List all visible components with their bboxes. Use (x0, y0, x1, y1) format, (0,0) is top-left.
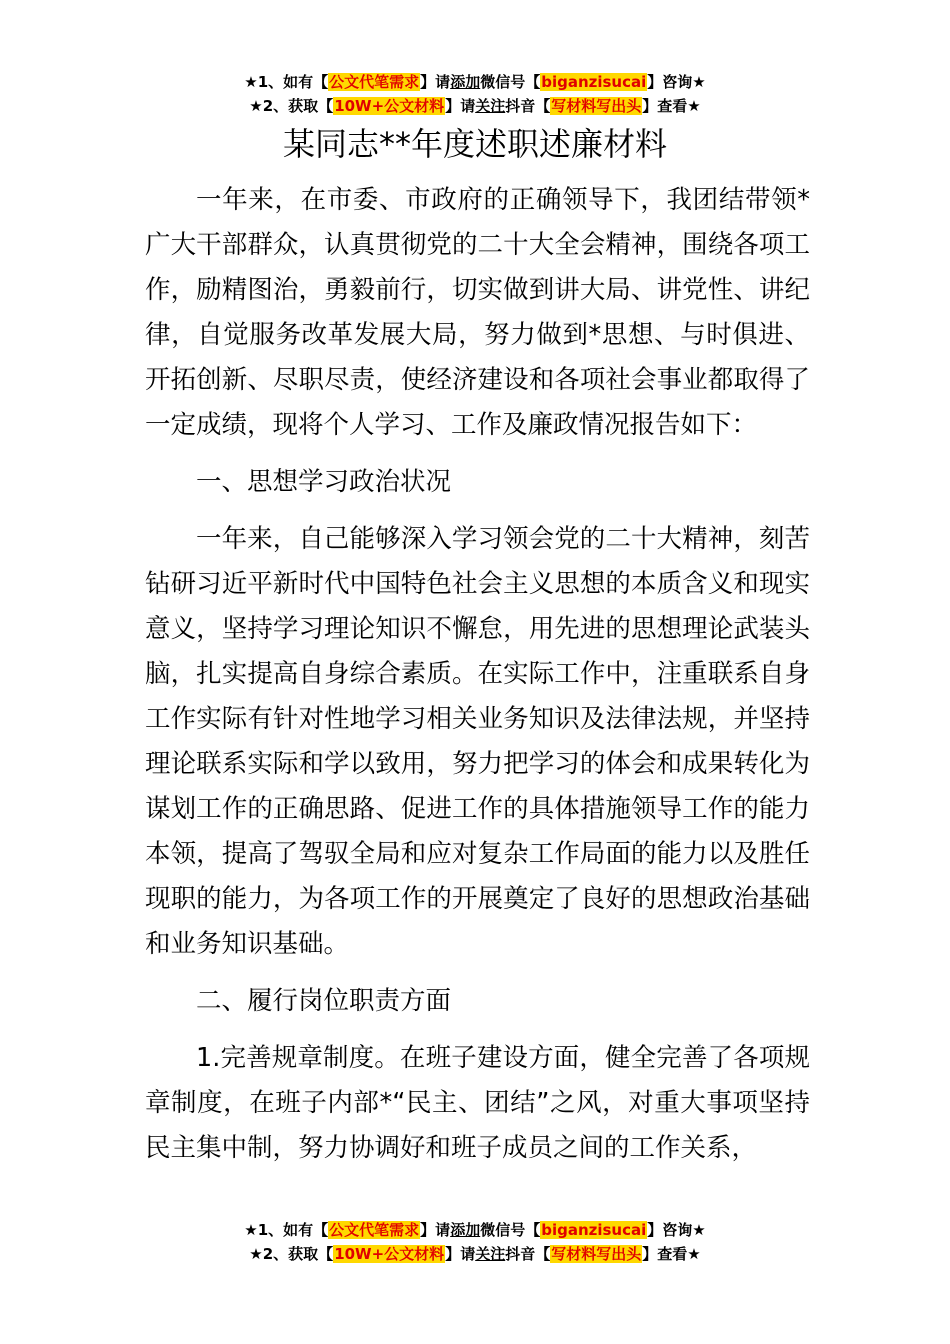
paragraph-intro: 一年来，在市委、市政府的正确领导下，我团结带领*广大干部群众，认真贯彻党的二十大全会精神，围绕各项工作，励精图治，勇毅前行，切实做到讲大局、讲党性、讲纪律，自觉服务改革发展大局，努力做到*思想、与时俱进、开拓创新、尽职尽责，使经济建设和各项社会事业都取得了一定成绩，现将个人学习、工作及廉政情况报告如下： (145, 185, 810, 440)
promo-highlight: 公文代笔需求 (329, 1221, 420, 1239)
promo-underlined: 添加 (450, 1221, 481, 1239)
promo-line-1 (0, 1218, 950, 1242)
promo-text: 】查看★ (642, 1245, 701, 1263)
promo-underlined: 关注 (475, 1245, 506, 1263)
promo-highlight: 写材料写出头 (551, 1245, 642, 1263)
promo-text: 微信号【 (480, 1221, 541, 1239)
promo-banner-bottom (0, 1218, 950, 1266)
promo-text: 微信号【 (480, 73, 541, 91)
promo-line-2 (0, 1242, 950, 1266)
promo-highlight: 公文代笔需求 (329, 73, 420, 91)
promo-text: ★2、获取【 (249, 1245, 334, 1263)
section-heading-1: 一、思想学习政治状况 (196, 467, 452, 497)
promo-line-1 (0, 70, 950, 94)
promo-underlined: 关注 (475, 97, 506, 115)
promo-banner-top (0, 70, 950, 118)
promo-text: 】咨询★ (647, 1221, 706, 1239)
promo-highlight: biganzisucai (541, 73, 647, 91)
promo-text: 】请 (445, 97, 476, 115)
document-title: 某同志**年度述职述廉材料 (282, 125, 667, 163)
promo-line-2 (0, 94, 950, 118)
promo-text: 】请 (445, 1245, 476, 1263)
promo-highlight: 10W+公文材料 (334, 97, 445, 115)
paragraph-rules: 1.完善规章制度。在班子建设方面，健全完善了各项规章制度，在班子内部*“民主、团结”之风，对重大事项坚持民主集中制，努力协调好和班子成员之间的工作关系， (145, 1043, 810, 1163)
promo-highlight: biganzisucai (541, 1221, 647, 1239)
promo-text: 抖音【 (505, 1245, 551, 1263)
promo-highlight: 10W+公文材料 (334, 1245, 445, 1263)
promo-text: 】查看★ (642, 97, 701, 115)
promo-highlight: 写材料写出头 (551, 97, 642, 115)
promo-underlined: 添加 (450, 73, 481, 91)
document-body (145, 178, 810, 1171)
promo-text: 】请 (420, 73, 451, 91)
paragraph-study: 一年来，自己能够深入学习领会党的二十大精神，刻苦钻研习近平新时代中国特色社会主义思想的本质含义和现实意义，坚持学习理论知识不懈怠，用先进的思想理论武装头脑，扎实提高自身综合素质。在实际工作中，注重联系自身工作实际有针对性地学习相关业务知识及法律法规，并坚持理论联系实际和学以致用，努力把学习的体会和成果转化为谋划工作的正确思路、促进工作的具体措施领导工作的能力本领，提高了驾驭全局和应对复杂工作局面的能力以及胜任现职的能力，为各项工作的开展奠定了良好的思想政治基础和业务知识基础。 (145, 524, 810, 959)
section-heading-2: 二、履行岗位职责方面 (196, 986, 452, 1016)
promo-text: ★1、如有【 (244, 1221, 329, 1239)
promo-text: 】请 (420, 1221, 451, 1239)
promo-text: 】咨询★ (647, 73, 706, 91)
promo-text: 抖音【 (505, 97, 551, 115)
promo-text: ★2、获取【 (249, 97, 334, 115)
promo-text: ★1、如有【 (244, 73, 329, 91)
